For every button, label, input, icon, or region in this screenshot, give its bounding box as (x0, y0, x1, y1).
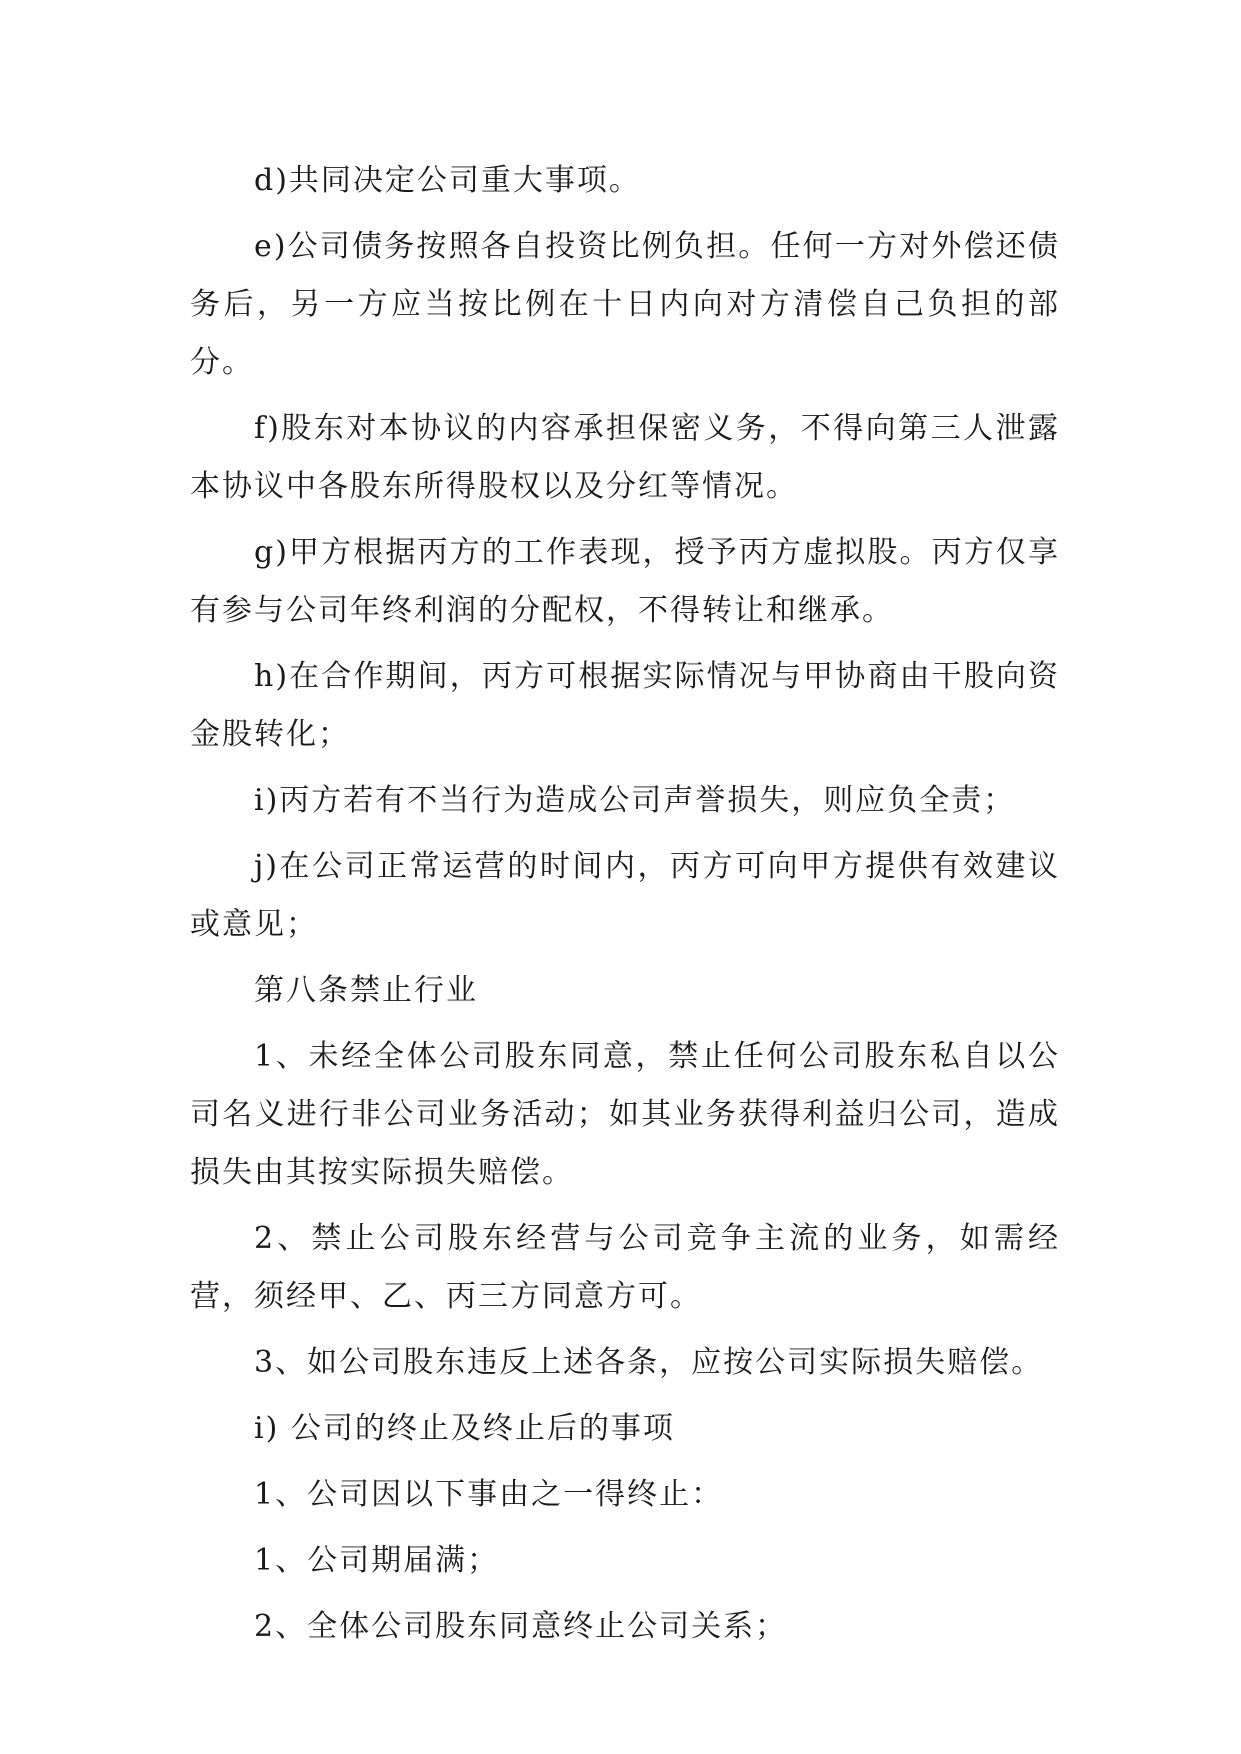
paragraph-e: e)公司债务按照各自投资比例负担。任何一方对外偿还债务后，另一方应当按比例在十日内向对方清偿自己负担的部分。 (190, 229, 1060, 380)
paragraph-article-8-item-2: 2、禁止公司股东经营与公司竞争主流的业务，如需经营，须经甲、乙、丙三方同意方可。 (190, 1221, 1060, 1314)
paragraph-g: g)甲方根据丙方的工作表现，授予丙方虚拟股。丙方仅享有参与公司年终利润的分配权，不得转让和继承。 (190, 535, 1060, 628)
section-heading-termination: i) 公司的终止及终止后的事项 (254, 1411, 675, 1446)
document-body (190, 152, 1060, 1664)
paragraph-j: j)在公司正常运营的时间内，丙方可向甲方提供有效建议或意见； (190, 849, 1060, 942)
paragraph-termination-item-1: 1、公司期届满； (254, 1543, 500, 1578)
paragraph-termination-item-2: 2、全体公司股东同意终止公司关系； (254, 1609, 788, 1644)
paragraph-f: f)股东对本协议的内容承担保密义务，不得向第三人泄露本协议中各股东所得股权以及分红等情况。 (190, 411, 1060, 504)
paragraph-h: h)在合作期间，丙方可根据实际情况与甲协商由干股向资金股转化； (190, 659, 1060, 752)
paragraph-d: d)共同决定公司重大事项。 (254, 163, 641, 198)
paragraph-termination-intro: 1、公司因以下事由之一得终止： (254, 1477, 724, 1512)
paragraph-article-8-item-1: 1、未经全体公司股东同意，禁止任何公司股东私自以公司名义进行非公司业务活动；如其业务获得利益归公司，造成损失由其按实际损失赔偿。 (190, 1039, 1060, 1190)
section-heading-article-8: 第八条禁止行业 (254, 973, 478, 1008)
paragraph-i: i)丙方若有不当行为造成公司声誉损失，则应负全责； (254, 783, 1016, 818)
paragraph-article-8-item-3: 3、如公司股东违反上述各条，应按公司实际损失赔偿。 (254, 1345, 1044, 1380)
